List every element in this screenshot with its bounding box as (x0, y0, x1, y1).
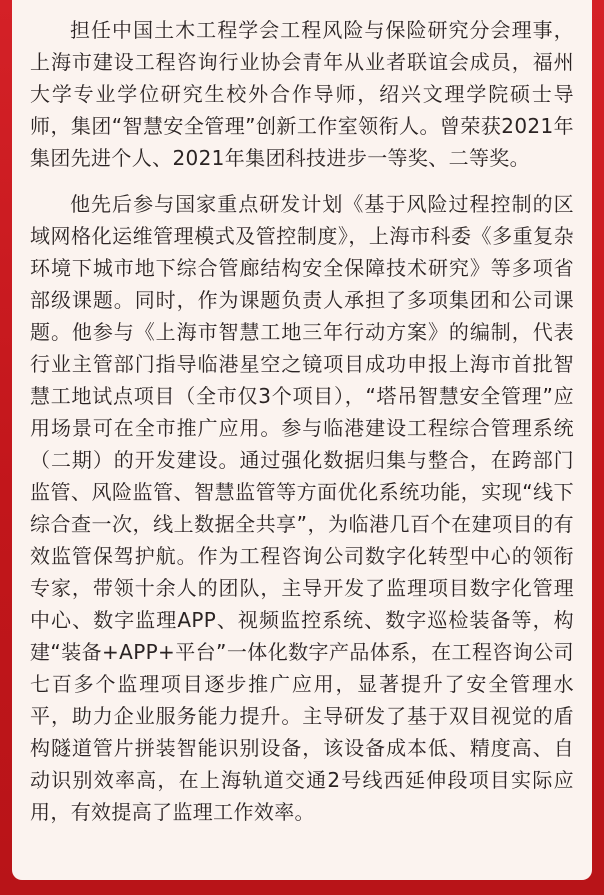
biography-paragraph-1: 担任中国土木工程学会工程风险与保险研究分会理事，上海市建设工程咨询行业协会青年从业者联谊会成员，福州大学专业学位研究生校外合作导师，绍兴文理学院硕士导师，集团“智慧安全管理”创新工作室领衔人。曾荣获2021年集团先进个人、2021年集团科技进步一等奖、二等奖。 (30, 18, 574, 170)
biography-paragraph-2: 他先后参与国家重点研发计划《基于风险过程控制的区域网格化运维管理模式及管控制度》，上海市科委《多重复杂环境下城市地下综合管廊结构安全保障技术研究》等多项省部级课题。同时，作为课题负责人承担了多项集团和公司课题。他参与《上海市智慧工地三年行动方案》的编制，代表行业主管部门指导临港星空之镜项目成功申报上海市首批智慧工地试点项目（全市仅3个项目），“塔吊智慧安全管理”应用场景可在全市推广应用。参与临港建设工程综合管理系统（二期）的开发建设。通过强化数据归集与整合，在跨部门监管、风险监管、智慧监管等方面优化系统功能，实现“线下综合查一次，线上数据全共享”，为临港几百个在建项目的有效监管保驾护航。作为工程咨询公司数字化转型中心的领衔专家，带领十余人的团队，主导开发了监理项目数字化管理中心、数字监理APP、视频监控系统、数字巡检装备等，构建“装备+APP+平台”一体化数字产品体系，在工程咨询公司七百多个监理项目逐步推广应用，显著提升了安全管理水平，助力企业服务能力提升。主导研发了基于双目视觉的盾构隧道管片拼装智能识别设备，该设备成本低、精度高、自动识别效率高，在上海轨道交通2号线西延伸段项目实际应用，有效提高了监理工作效率。 (30, 192, 574, 824)
biography-card (12, 0, 592, 880)
